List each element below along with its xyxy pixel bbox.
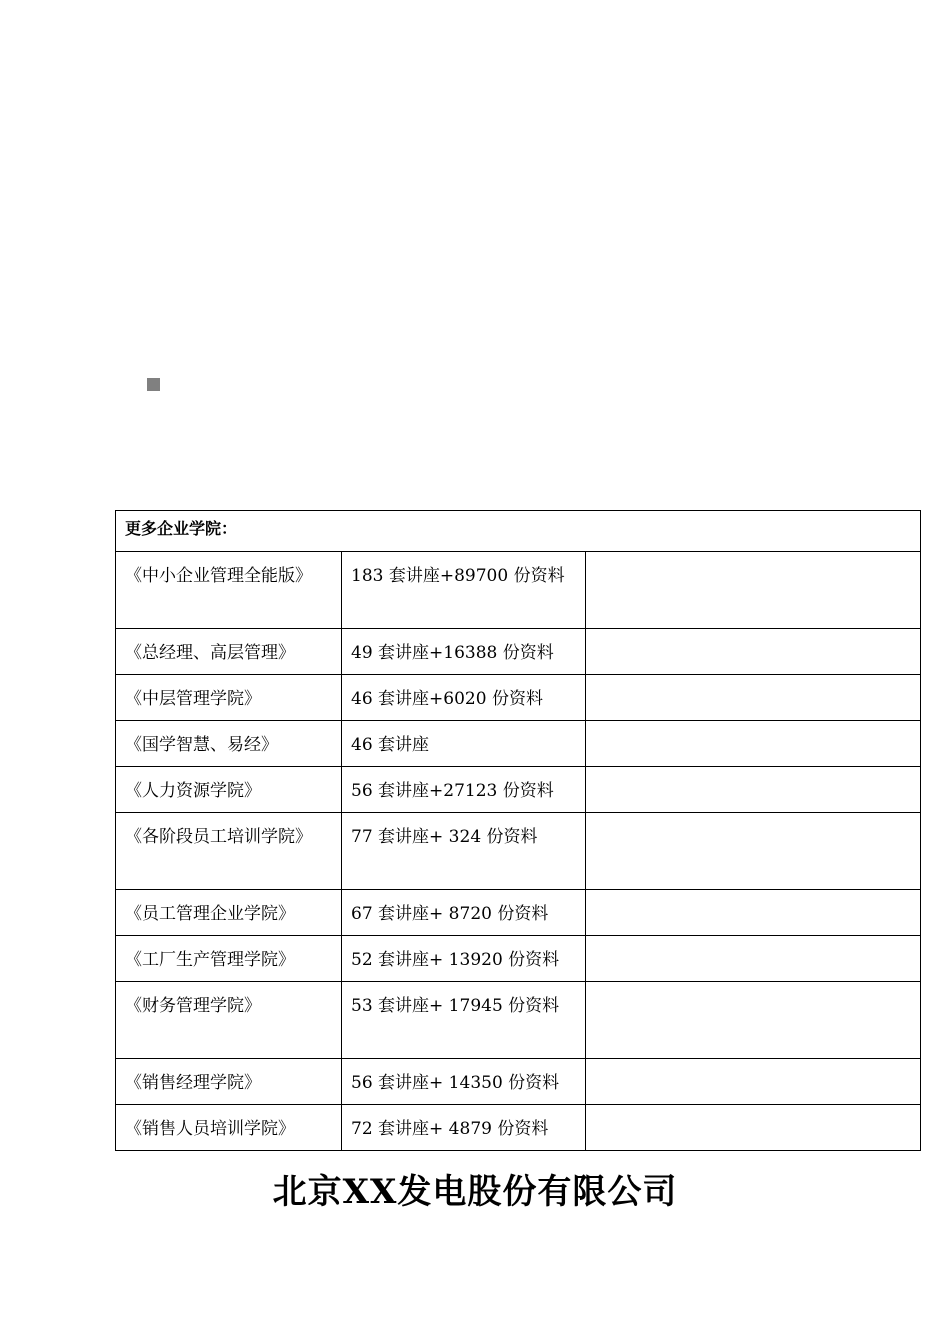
empty-cell [586,721,921,767]
academy-name: 《总经理、高层管理》 [116,629,342,675]
empty-cell [586,767,921,813]
academy-content: 46 套讲座 [342,721,586,767]
table-row [116,982,921,1059]
empty-cell [586,813,921,890]
academy-content: 67 套讲座+ 8720 份资料 [342,890,586,936]
academy-name: 《销售人员培训学院》 [116,1105,342,1151]
empty-cell [586,629,921,675]
academy-content: 56 套讲座+ 14350 份资料 [342,1059,586,1105]
table-row [116,936,921,982]
academy-name: 《员工管理企业学院》 [116,890,342,936]
academy-name: 《人力资源学院》 [116,767,342,813]
academy-content: 52 套讲座+ 13920 份资料 [342,936,586,982]
academy-content: 183 套讲座+89700 份资料 [342,552,586,629]
empty-cell [586,982,921,1059]
academy-name: 《各阶段员工培训学院》 [116,813,342,890]
academy-content: 49 套讲座+16388 份资料 [342,629,586,675]
table-row [116,552,921,629]
academy-name: 《国学智慧、易经》 [116,721,342,767]
company-name: 北京XX发电股份有限公司 [272,1172,678,1212]
academy-name: 《中小企业管理全能版》 [116,552,342,629]
table-header: 更多企业学院： [116,511,921,552]
academy-content: 56 套讲座+27123 份资料 [342,767,586,813]
empty-cell [586,936,921,982]
empty-cell [586,1105,921,1151]
table-row [116,1105,921,1151]
academy-name: 《财务管理学院》 [116,982,342,1059]
table-header-row [116,511,921,552]
academy-name: 《销售经理学院》 [116,1059,342,1105]
academy-content: 72 套讲座+ 4879 份资料 [342,1105,586,1151]
academy-content: 77 套讲座+ 324 份资料 [342,813,586,890]
table-row [116,890,921,936]
empty-cell [586,890,921,936]
academy-table [115,510,921,1151]
academy-name: 《中层管理学院》 [116,675,342,721]
academy-name: 《工厂生产管理学院》 [116,936,342,982]
table-row [116,721,921,767]
table-row [116,813,921,890]
academy-content: 53 套讲座+ 17945 份资料 [342,982,586,1059]
table-row [116,1059,921,1105]
bullet-square-icon [147,378,160,391]
academy-content: 46 套讲座+6020 份资料 [342,675,586,721]
table-row [116,767,921,813]
table-row [116,675,921,721]
empty-cell [586,675,921,721]
table-row [116,629,921,675]
empty-cell [586,1059,921,1105]
empty-cell [586,552,921,629]
